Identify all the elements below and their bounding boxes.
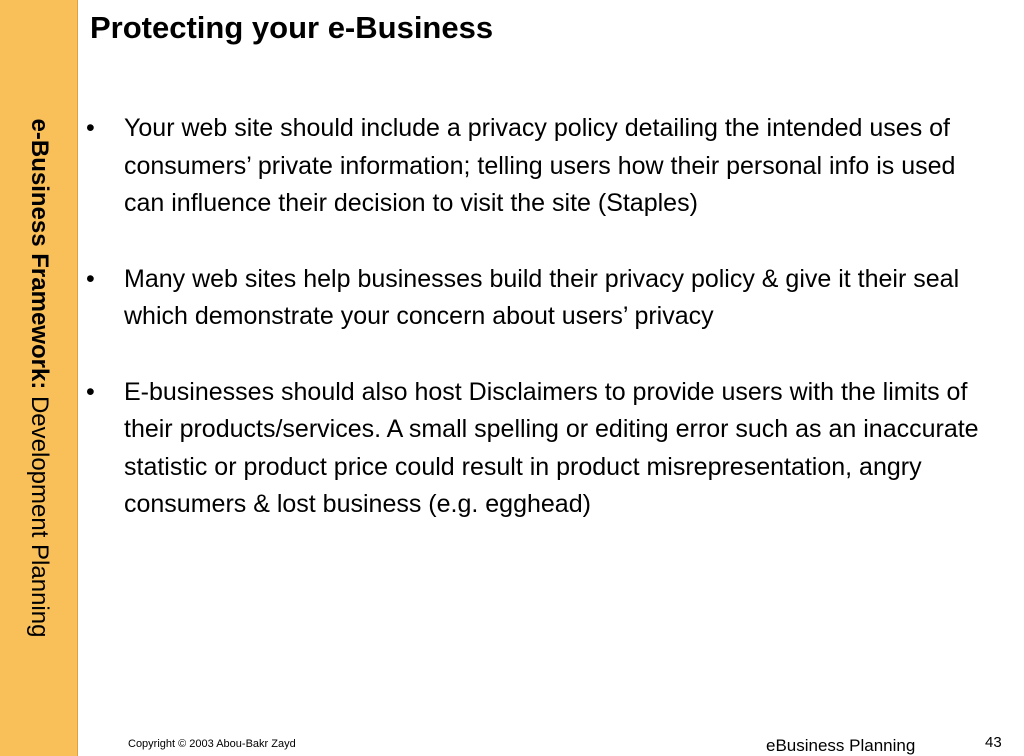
footer-page-number: 43 — [985, 734, 1002, 751]
bullet-text: Many web sites help businesses build their privacy policy & give it their seal which demonstrate your concern about users’ privacy — [124, 264, 960, 330]
footer-copyright: Copyright © 2003 Abou-Bakr Zayd — [128, 738, 296, 750]
bullet-item — [86, 261, 1001, 336]
sidebar-title-normal: Development Planning — [26, 389, 53, 638]
footer-deck-name: eBusiness Planning — [766, 736, 916, 755]
slide-title: Protecting your e-Business — [90, 10, 494, 45]
bullet-item — [86, 110, 1001, 223]
sidebar-title-bold: e-Business Framework: — [26, 118, 53, 390]
bullet-item — [86, 374, 1001, 524]
bullet-icon: • — [86, 114, 95, 142]
bullet-text: E-businesses should also host Disclaimers to provide users with the limits of their products/services. A small spelling or editing error such as an inaccurate statistic or product price could result in product misrepresentation, angry consumers & lost business (e.g. egghead) — [124, 377, 979, 518]
bullet-icon: • — [86, 377, 95, 406]
bullet-list — [86, 110, 1001, 562]
bullet-text: Your web site should include a privacy policy detailing the intended uses of consumers’ private information; telling users how their personal info is used can influence their decision to visit the site (Staples) — [124, 114, 956, 217]
sidebar — [0, 0, 78, 756]
sidebar-title — [25, 119, 53, 638]
bullet-icon: • — [86, 264, 95, 293]
